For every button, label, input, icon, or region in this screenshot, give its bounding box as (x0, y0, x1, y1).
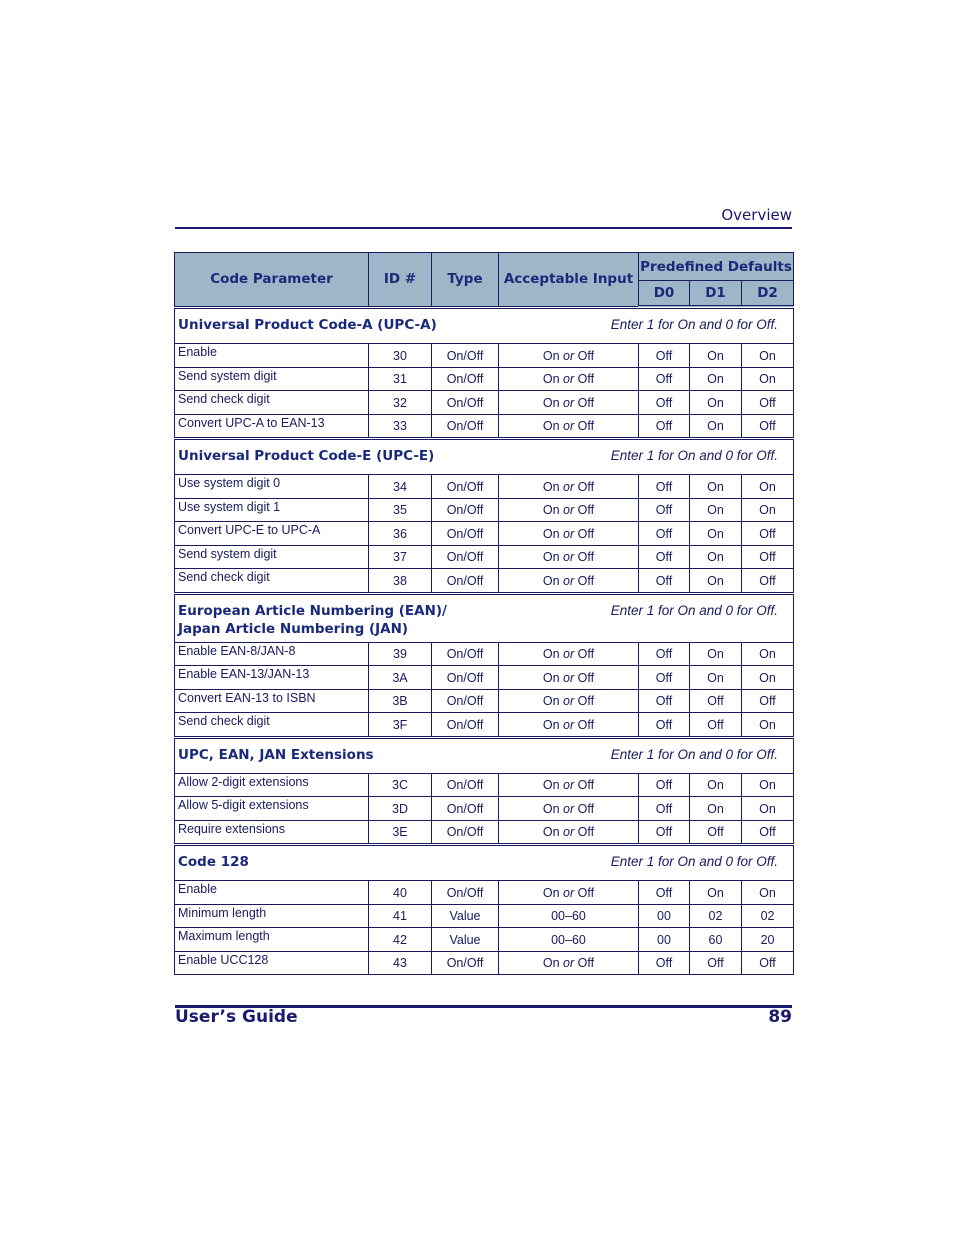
d1-cell: On (690, 881, 742, 905)
table-row (175, 498, 794, 522)
param-name-cell: Send check digit (175, 569, 369, 594)
acceptable-input-cell: On or Off (499, 498, 639, 522)
section-title-line: Japan Article Numbering (JAN) (178, 620, 409, 637)
col-header-d0: D0 (639, 281, 690, 308)
d2-cell: Off (742, 951, 794, 975)
type-cell: On/Off (432, 689, 499, 713)
d0-cell: Off (639, 367, 690, 391)
table-row (175, 522, 794, 546)
d1-cell: On (690, 545, 742, 569)
section-title-line: UPC, EAN, JAN Extensions (178, 746, 374, 763)
d2-cell: Off (742, 689, 794, 713)
type-cell: On/Off (432, 797, 499, 821)
id-cell: 3C (369, 773, 432, 797)
section-note: Enter 1 for On and 0 for Off. (610, 448, 779, 463)
acceptable-input-cell: On or Off (499, 773, 639, 797)
param-name-cell: Use system digit 1 (175, 498, 369, 522)
type-cell: On/Off (432, 414, 499, 439)
acceptable-input-cell: On or Off (499, 367, 639, 391)
table-row (175, 797, 794, 821)
section-note: Enter 1 for On and 0 for Off. (610, 602, 779, 618)
table-row (175, 414, 794, 439)
d0-cell: Off (639, 797, 690, 821)
d1-cell: Off (690, 689, 742, 713)
d1-cell: On (690, 773, 742, 797)
table-row (175, 689, 794, 713)
d2-cell: Off (742, 391, 794, 415)
col-header-d2: D2 (742, 281, 794, 308)
acceptable-input-cell: On or Off (499, 391, 639, 415)
table-row (175, 820, 794, 845)
id-cell: 43 (369, 951, 432, 975)
id-cell: 36 (369, 522, 432, 546)
section-title (178, 602, 447, 638)
table-row (175, 545, 794, 569)
section-note: Enter 1 for On and 0 for Off. (610, 854, 779, 869)
acceptable-input-cell: On or Off (499, 522, 639, 546)
type-cell: On/Off (432, 773, 499, 797)
d1-cell: 60 (690, 928, 742, 952)
param-name-cell: Send system digit (175, 545, 369, 569)
id-cell: 32 (369, 391, 432, 415)
d2-cell: Off (742, 414, 794, 439)
d1-cell: On (690, 391, 742, 415)
d1-cell: On (690, 522, 742, 546)
param-name-cell: Send system digit (175, 367, 369, 391)
d0-cell: Off (639, 666, 690, 690)
acceptable-input-cell: On or Off (499, 414, 639, 439)
section-title-line: Universal Product Code-A (UPC-A) (178, 317, 437, 333)
d1-cell: 02 (690, 904, 742, 928)
section-header-cell (175, 307, 794, 344)
d0-cell: Off (639, 642, 690, 666)
table-row (175, 367, 794, 391)
d0-cell: Off (639, 773, 690, 797)
acceptable-input-cell: On or Off (499, 881, 639, 905)
d2-cell: On (742, 666, 794, 690)
d1-cell: On (690, 344, 742, 368)
d1-cell: Off (690, 713, 742, 738)
acceptable-input-cell: 00–60 (499, 904, 639, 928)
d0-cell: Off (639, 820, 690, 845)
acceptable-input-cell: On or Off (499, 797, 639, 821)
col-header-acceptable-input: Acceptable Input (499, 253, 639, 308)
section-header-row (175, 593, 794, 642)
table-row (175, 773, 794, 797)
d2-cell: On (742, 498, 794, 522)
type-cell: On/Off (432, 881, 499, 905)
section-note: Enter 1 for On and 0 for Off. (610, 746, 779, 762)
table-row (175, 569, 794, 594)
d1-cell: On (690, 414, 742, 439)
param-name-cell: Send check digit (175, 713, 369, 738)
type-cell: On/Off (432, 545, 499, 569)
section-title (178, 447, 434, 465)
id-cell: 41 (369, 904, 432, 928)
d2-cell: On (742, 713, 794, 738)
section-title-line: Universal Product Code-E (UPC-E) (178, 448, 435, 464)
d0-cell: Off (639, 344, 690, 368)
param-name-cell: Enable (175, 881, 369, 905)
param-name-cell: Convert UPC-A to EAN-13 (175, 414, 369, 439)
id-cell: 39 (369, 642, 432, 666)
table-row (175, 928, 794, 952)
table-row (175, 904, 794, 928)
id-cell: 34 (369, 475, 432, 499)
d1-cell: Off (690, 820, 742, 845)
acceptable-input-cell: On or Off (499, 642, 639, 666)
id-cell: 3F (369, 713, 432, 738)
table-row (175, 475, 794, 499)
section-title-line: Code 128 (178, 854, 249, 870)
table-row (175, 391, 794, 415)
type-cell: On/Off (432, 713, 499, 738)
id-cell: 3A (369, 666, 432, 690)
d0-cell: 00 (639, 928, 690, 952)
d0-cell: Off (639, 569, 690, 594)
d2-cell: On (742, 475, 794, 499)
type-cell: On/Off (432, 951, 499, 975)
section-title (178, 316, 437, 334)
acceptable-input-cell: On or Off (499, 545, 639, 569)
type-cell: On/Off (432, 569, 499, 594)
d2-cell: Off (742, 820, 794, 845)
d2-cell: On (742, 367, 794, 391)
type-cell: On/Off (432, 666, 499, 690)
d0-cell: 00 (639, 904, 690, 928)
d1-cell: Off (690, 951, 742, 975)
d0-cell: Off (639, 951, 690, 975)
section-header-cell (175, 737, 794, 773)
section-title-line: European Article Numbering (EAN)/ (178, 602, 447, 619)
acceptable-input-cell: On or Off (499, 689, 639, 713)
id-cell: 3E (369, 820, 432, 845)
d2-cell: On (742, 797, 794, 821)
table-row (175, 881, 794, 905)
section-header-cell (175, 845, 794, 881)
acceptable-input-cell: On or Off (499, 666, 639, 690)
d0-cell: Off (639, 498, 690, 522)
param-name-cell: Convert UPC-E to UPC-A (175, 522, 369, 546)
d2-cell: On (742, 642, 794, 666)
section-header-row (175, 439, 794, 475)
param-name-cell: Enable EAN-8/JAN-8 (175, 642, 369, 666)
d0-cell: Off (639, 522, 690, 546)
param-name-cell: Send check digit (175, 391, 369, 415)
id-cell: 40 (369, 881, 432, 905)
d2-cell: Off (742, 522, 794, 546)
type-cell: On/Off (432, 475, 499, 499)
col-header-type: Type (432, 253, 499, 308)
d1-cell: On (690, 367, 742, 391)
d1-cell: On (690, 498, 742, 522)
d2-cell: On (742, 881, 794, 905)
table-row (175, 344, 794, 368)
param-name-cell: Enable UCC128 (175, 951, 369, 975)
type-cell: On/Off (432, 391, 499, 415)
d0-cell: Off (639, 475, 690, 499)
d1-cell: On (690, 475, 742, 499)
d0-cell: Off (639, 689, 690, 713)
acceptable-input-cell: 00–60 (499, 928, 639, 952)
d2-cell: 02 (742, 904, 794, 928)
acceptable-input-cell: On or Off (499, 344, 639, 368)
param-name-cell: Allow 5-digit extensions (175, 797, 369, 821)
section-title (178, 853, 249, 871)
d0-cell: Off (639, 713, 690, 738)
id-cell: 37 (369, 545, 432, 569)
section-header-cell (175, 593, 794, 642)
col-header-id: ID # (369, 253, 432, 308)
type-cell: On/Off (432, 642, 499, 666)
d0-cell: Off (639, 881, 690, 905)
col-header-predefined-defaults: Predefined Defaults (639, 253, 794, 281)
type-cell: On/Off (432, 522, 499, 546)
running-header-section: Overview (721, 206, 792, 224)
d1-cell: On (690, 642, 742, 666)
header-rule (175, 227, 792, 229)
d2-cell: Off (742, 545, 794, 569)
type-cell: Value (432, 904, 499, 928)
type-cell: On/Off (432, 367, 499, 391)
id-cell: 38 (369, 569, 432, 594)
d2-cell: 20 (742, 928, 794, 952)
type-cell: On/Off (432, 498, 499, 522)
id-cell: 30 (369, 344, 432, 368)
acceptable-input-cell: On or Off (499, 713, 639, 738)
section-header-row (175, 737, 794, 773)
acceptable-input-cell: On or Off (499, 820, 639, 845)
d0-cell: Off (639, 391, 690, 415)
page-number: 89 (768, 1007, 792, 1027)
acceptable-input-cell: On or Off (499, 475, 639, 499)
d2-cell: Off (742, 569, 794, 594)
section-title (178, 746, 374, 764)
param-name-cell: Minimum length (175, 904, 369, 928)
d0-cell: Off (639, 545, 690, 569)
id-cell: 42 (369, 928, 432, 952)
param-name-cell: Allow 2-digit extensions (175, 773, 369, 797)
type-cell: Value (432, 928, 499, 952)
d1-cell: On (690, 666, 742, 690)
section-header-row (175, 845, 794, 881)
param-name-cell: Enable EAN-13/JAN-13 (175, 666, 369, 690)
table-body (175, 307, 794, 975)
param-name-cell: Use system digit 0 (175, 475, 369, 499)
param-name-cell: Convert EAN-13 to ISBN (175, 689, 369, 713)
type-cell: On/Off (432, 344, 499, 368)
d1-cell: On (690, 569, 742, 594)
id-cell: 3B (369, 689, 432, 713)
col-header-d1: D1 (690, 281, 742, 308)
param-name-cell: Maximum length (175, 928, 369, 952)
col-header-code-parameter: Code Parameter (175, 253, 369, 308)
param-name-cell: Require extensions (175, 820, 369, 845)
acceptable-input-cell: On or Off (499, 951, 639, 975)
id-cell: 35 (369, 498, 432, 522)
param-name-cell: Enable (175, 344, 369, 368)
code-parameter-table (174, 252, 794, 975)
footer-title: User’s Guide (175, 1007, 298, 1027)
section-header-cell (175, 439, 794, 475)
table-row (175, 642, 794, 666)
id-cell: 3D (369, 797, 432, 821)
table-row (175, 713, 794, 738)
type-cell: On/Off (432, 820, 499, 845)
table-row (175, 951, 794, 975)
id-cell: 31 (369, 367, 432, 391)
acceptable-input-cell: On or Off (499, 569, 639, 594)
d2-cell: On (742, 773, 794, 797)
section-note: Enter 1 for On and 0 for Off. (610, 317, 779, 332)
table-row (175, 666, 794, 690)
d1-cell: On (690, 797, 742, 821)
section-header-row (175, 307, 794, 344)
d2-cell: On (742, 344, 794, 368)
id-cell: 33 (369, 414, 432, 439)
d0-cell: Off (639, 414, 690, 439)
